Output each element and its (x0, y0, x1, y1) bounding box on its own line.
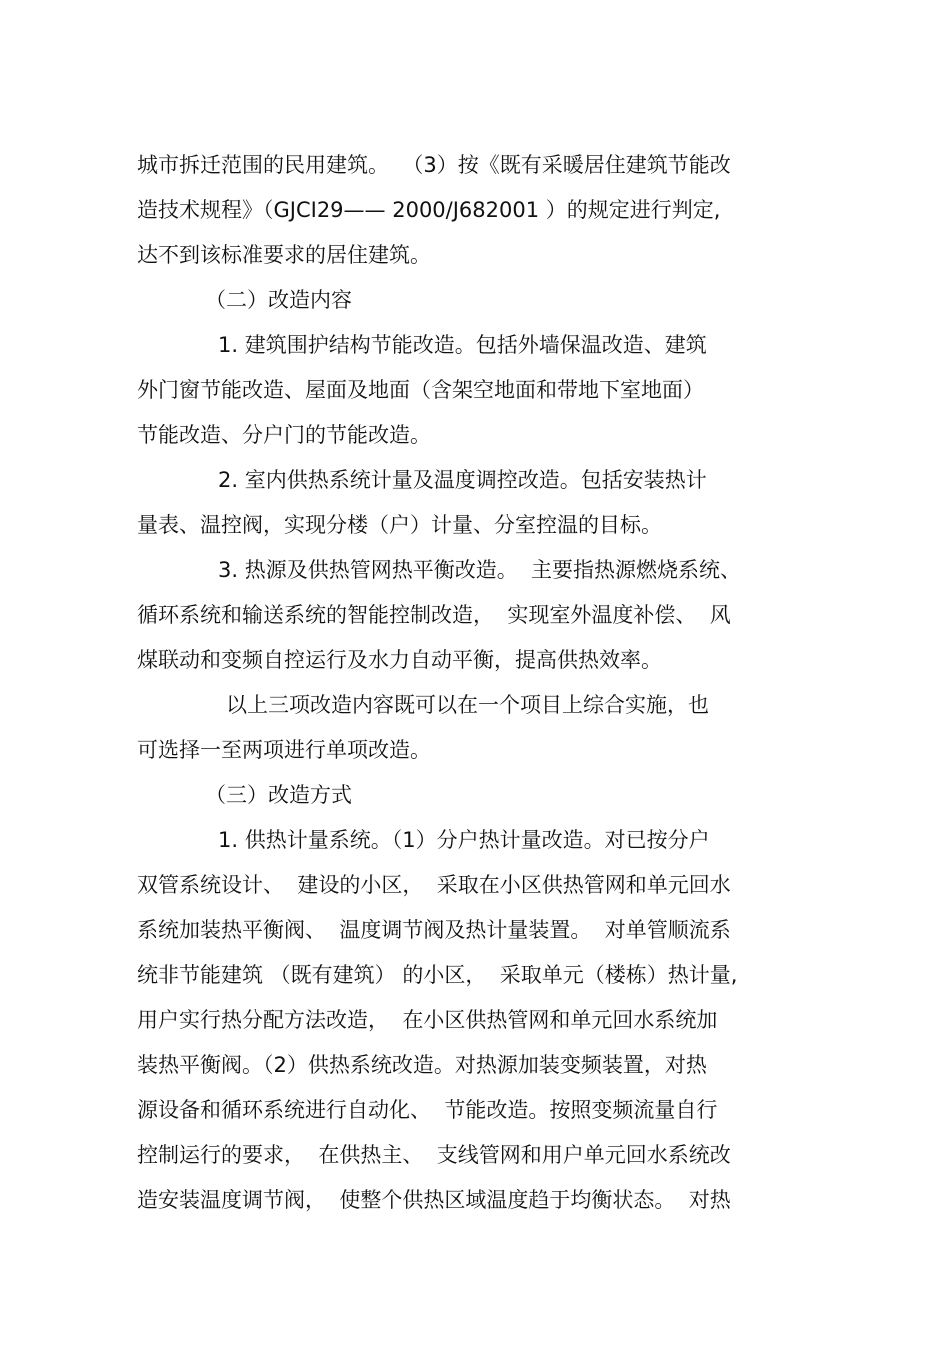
text-line: 2. 室内供热系统计量及温度调控改造。包括安装热计 (218, 468, 707, 492)
text-line: 城市拆迁范围的民用建筑。 （3）按《既有采暖居住建筑节能改 (137, 153, 731, 177)
text-line: 3. 热源及供热管网热平衡改造。 主要指热源燃烧系统、 (218, 558, 742, 582)
text-line: 造安装温度调节阀， 使整个供热区域温度趋于均衡状态。 对热 (137, 1188, 731, 1212)
text-line: 源设备和循环系统进行自动化、 节能改造。按照变频流量自行 (137, 1098, 718, 1122)
text-line: 外门窗节能改造、屋面及地面（含架空地面和带地下室地面） (137, 378, 704, 402)
text-line: 煤联动和变频自控运行及水力自动平衡，提高供热效率。 (137, 648, 662, 672)
section-heading: （三）改造方式 (205, 783, 352, 807)
text-line: 统非节能建筑 （既有建筑） 的小区， 采取单元（楼栋）热计量, (137, 963, 738, 987)
text-line: 节能改造、分户门的节能改造。 (137, 423, 431, 447)
text-line: 循环系统和输送系统的智能控制改造， 实现室外温度补偿、 风 (137, 603, 731, 627)
text-line: 装热平衡阀。（2）供热系统改造。对热源加装变频装置，对热 (137, 1053, 707, 1077)
text-line: 双管系统设计、 建设的小区， 采取在小区供热管网和单元回水 (137, 873, 731, 897)
text-line: 1. 建筑围护结构节能改造。包括外墙保温改造、建筑 (218, 333, 707, 357)
text-line: 控制运行的要求， 在供热主、 支线管网和用户单元回水系统改 (137, 1143, 731, 1167)
text-line: 1. 供热计量系统。（1）分户热计量改造。对已按分户 (218, 828, 710, 852)
text-line: 以上三项改造内容既可以在一个项目上综合实施，也 (226, 693, 709, 717)
text-line: 量表、温控阀，实现分楼（户）计量、分室控温的目标。 (137, 513, 662, 537)
text-line: 系统加装热平衡阀、 温度调节阀及热计量装置。 对单管顺流系 (137, 918, 731, 942)
text-line: 可选择一至两项进行单项改造。 (137, 738, 431, 762)
text-line: 用户实行热分配方法改造， 在小区供热管网和单元回水系统加 (137, 1008, 718, 1032)
text-line: 达不到该标准要求的居住建筑。 (137, 243, 431, 267)
text-line: 造技术规程》（GJCI29—— 2000/J682001 ）的规定进行判定, (137, 198, 721, 222)
section-heading: （二）改造内容 (205, 288, 352, 312)
